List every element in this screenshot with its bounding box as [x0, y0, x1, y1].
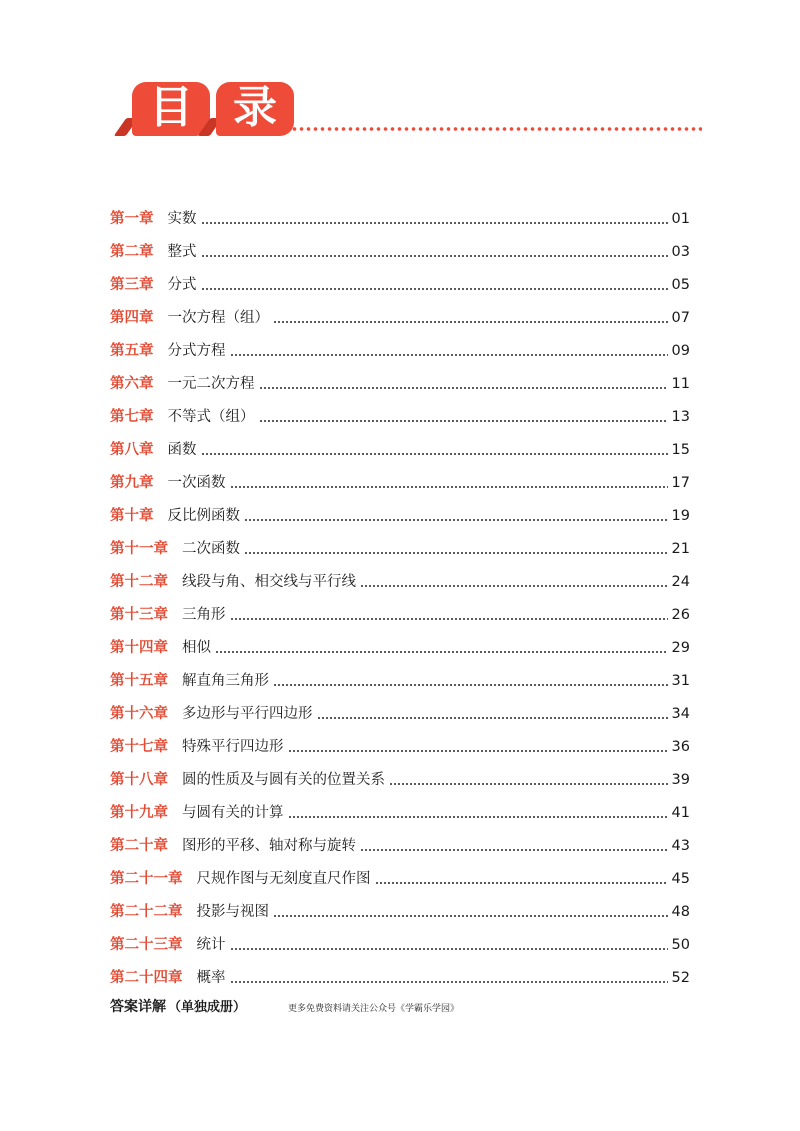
- dot-leader: [360, 585, 668, 587]
- page-number: 21: [671, 541, 690, 557]
- page-number: 43: [671, 838, 690, 854]
- page-number: 26: [671, 607, 690, 623]
- chapter-title: 一元二次方程: [167, 376, 255, 392]
- toc-entry[interactable]: [110, 262, 690, 295]
- chapter-title: 一次方程（组）: [167, 310, 269, 326]
- page-number: 17: [671, 475, 690, 491]
- dot-leader: [389, 783, 668, 785]
- page-number: 11: [671, 376, 690, 392]
- toc-entry[interactable]: [110, 295, 690, 328]
- page-number: 41: [671, 805, 690, 821]
- toc-entry[interactable]: [110, 724, 690, 757]
- chapter-number: 第五章: [110, 343, 154, 359]
- toc-entry[interactable]: [110, 394, 690, 427]
- chapter-number: 第十七章: [110, 739, 168, 755]
- dot-leader: [201, 255, 668, 257]
- dot-leader: [244, 552, 668, 554]
- toc-entry[interactable]: [110, 955, 690, 988]
- chapter-number: 第十一章: [110, 541, 168, 557]
- dot-leader: [230, 486, 668, 488]
- dot-leader: [259, 387, 668, 389]
- chapter-number: 第二十一章: [110, 871, 183, 887]
- chapter-number: 第十二章: [110, 574, 168, 590]
- chapter-title: 相似: [182, 640, 211, 656]
- chapter-number: 第二章: [110, 244, 154, 260]
- toc-entry[interactable]: [110, 658, 690, 691]
- dot-leader: [360, 849, 668, 851]
- toc-entry[interactable]: [110, 856, 690, 889]
- chapter-number: 第八章: [110, 442, 154, 458]
- dot-leader: [230, 948, 668, 950]
- dot-leader: [375, 882, 668, 884]
- page-number: 15: [671, 442, 690, 458]
- page-number: 29: [671, 640, 690, 656]
- dot-leader: [273, 915, 668, 917]
- chapter-title: 图形的平移、轴对称与旋转: [182, 838, 356, 854]
- chapter-title: 一次函数: [167, 475, 226, 491]
- chapter-title: 不等式（组）: [167, 409, 255, 425]
- page-number: 03: [671, 244, 690, 260]
- chapter-number: 第十章: [110, 508, 154, 524]
- chapter-number: 第二十四章: [110, 970, 183, 986]
- toc-header: [112, 82, 702, 144]
- footer: [110, 996, 690, 1016]
- chapter-number: 第二十三章: [110, 937, 183, 953]
- chapter-number: 第十六章: [110, 706, 168, 722]
- chapter-number: 第十三章: [110, 607, 168, 623]
- chapter-number: 第九章: [110, 475, 154, 491]
- header-char-1: 目: [149, 82, 193, 133]
- chapter-number: 第十五章: [110, 673, 168, 689]
- header-char-2: 录: [233, 82, 277, 133]
- chapter-number: 第十八章: [110, 772, 168, 788]
- page-number: 19: [671, 508, 690, 524]
- dot-leader: [288, 816, 668, 818]
- chapter-title: 统计: [196, 937, 226, 953]
- dot-leader: [230, 981, 668, 983]
- toc-entry[interactable]: [110, 460, 690, 493]
- page-number: 45: [671, 871, 690, 887]
- chapter-title: 反比例函数: [167, 508, 240, 524]
- chapter-title: 分式: [167, 277, 197, 293]
- chapter-title: 特殊平行四边形: [182, 739, 284, 755]
- header-dotted-rule: [284, 126, 702, 132]
- chapter-number: 第十九章: [110, 805, 168, 821]
- chapter-number: 第二十二章: [110, 904, 183, 920]
- page-number: 48: [671, 904, 690, 920]
- dot-leader: [215, 651, 668, 653]
- toc-entry[interactable]: [110, 922, 690, 955]
- toc-entry[interactable]: [110, 691, 690, 724]
- page-number: 39: [671, 772, 690, 788]
- toc-entry[interactable]: [110, 361, 690, 394]
- toc-entry[interactable]: [110, 625, 690, 658]
- chapter-title: 与圆有关的计算: [182, 805, 284, 821]
- page-number: 36: [671, 739, 690, 755]
- chapter-title: 三角形: [182, 607, 226, 623]
- dot-leader: [259, 420, 668, 422]
- toc-entry[interactable]: [110, 889, 690, 922]
- page-number: 50: [671, 937, 690, 953]
- header-tag-mu: [132, 82, 210, 136]
- toc-entry[interactable]: [110, 526, 690, 559]
- dot-leader: [230, 354, 668, 356]
- toc-entry[interactable]: [110, 592, 690, 625]
- dot-leader: [273, 321, 668, 323]
- dot-leader: [201, 288, 668, 290]
- toc-entry[interactable]: [110, 493, 690, 526]
- toc-entry[interactable]: [110, 229, 690, 262]
- answers-label: 答案详解: [110, 999, 166, 1015]
- chapter-number: 第四章: [110, 310, 154, 326]
- chapter-title: 多边形与平行四边形: [182, 706, 313, 722]
- chapter-title: 投影与视图: [196, 904, 269, 920]
- dot-leader: [317, 717, 668, 719]
- page-number: 34: [671, 706, 690, 722]
- chapter-number: 第六章: [110, 376, 154, 392]
- toc-entry[interactable]: [110, 559, 690, 592]
- toc-entry[interactable]: [110, 790, 690, 823]
- chapter-title: 圆的性质及与圆有关的位置关系: [182, 772, 385, 788]
- page-number: 01: [671, 211, 690, 227]
- dot-leader: [273, 684, 668, 686]
- chapter-number: 第十四章: [110, 640, 168, 656]
- chapter-title: 函数: [167, 442, 197, 458]
- chapter-title: 解直角三角形: [182, 673, 269, 689]
- page-number: 09: [671, 343, 690, 359]
- chapter-number: 第三章: [110, 277, 154, 293]
- dot-leader: [230, 618, 668, 620]
- page-number: 07: [671, 310, 690, 326]
- dot-leader: [288, 750, 668, 752]
- toc-entry[interactable]: [110, 328, 690, 361]
- chapter-title: 尺规作图与无刻度直尺作图: [196, 871, 371, 887]
- chapter-title: 实数: [167, 211, 197, 227]
- header-tag-lu: [216, 82, 294, 136]
- toc-entry[interactable]: [110, 427, 690, 460]
- promo-note: 更多免费资料请关注公众号《学霸乐学园》: [288, 1004, 460, 1014]
- chapter-title: 整式: [167, 244, 197, 260]
- toc-entry[interactable]: [110, 196, 690, 229]
- chapter-title: 分式方程: [167, 343, 226, 359]
- toc-entry[interactable]: [110, 757, 690, 790]
- chapter-number: 第二十章: [110, 838, 168, 854]
- page-number: 31: [671, 673, 690, 689]
- toc-entry[interactable]: [110, 823, 690, 856]
- table-of-contents: [110, 196, 690, 988]
- page-number: 52: [671, 970, 690, 986]
- dot-leader: [244, 519, 668, 521]
- page-number: 13: [671, 409, 690, 425]
- page-number: 24: [671, 574, 690, 590]
- chapter-number: 第七章: [110, 409, 154, 425]
- chapter-title: 概率: [196, 970, 226, 986]
- chapter-title: 线段与角、相交线与平行线: [182, 574, 356, 590]
- answers-note: （单独成册）: [168, 1000, 247, 1015]
- chapter-title: 二次函数: [182, 541, 240, 557]
- page-number: 05: [671, 277, 690, 293]
- dot-leader: [201, 222, 668, 224]
- chapter-number: 第一章: [110, 211, 154, 227]
- dot-leader: [201, 453, 668, 455]
